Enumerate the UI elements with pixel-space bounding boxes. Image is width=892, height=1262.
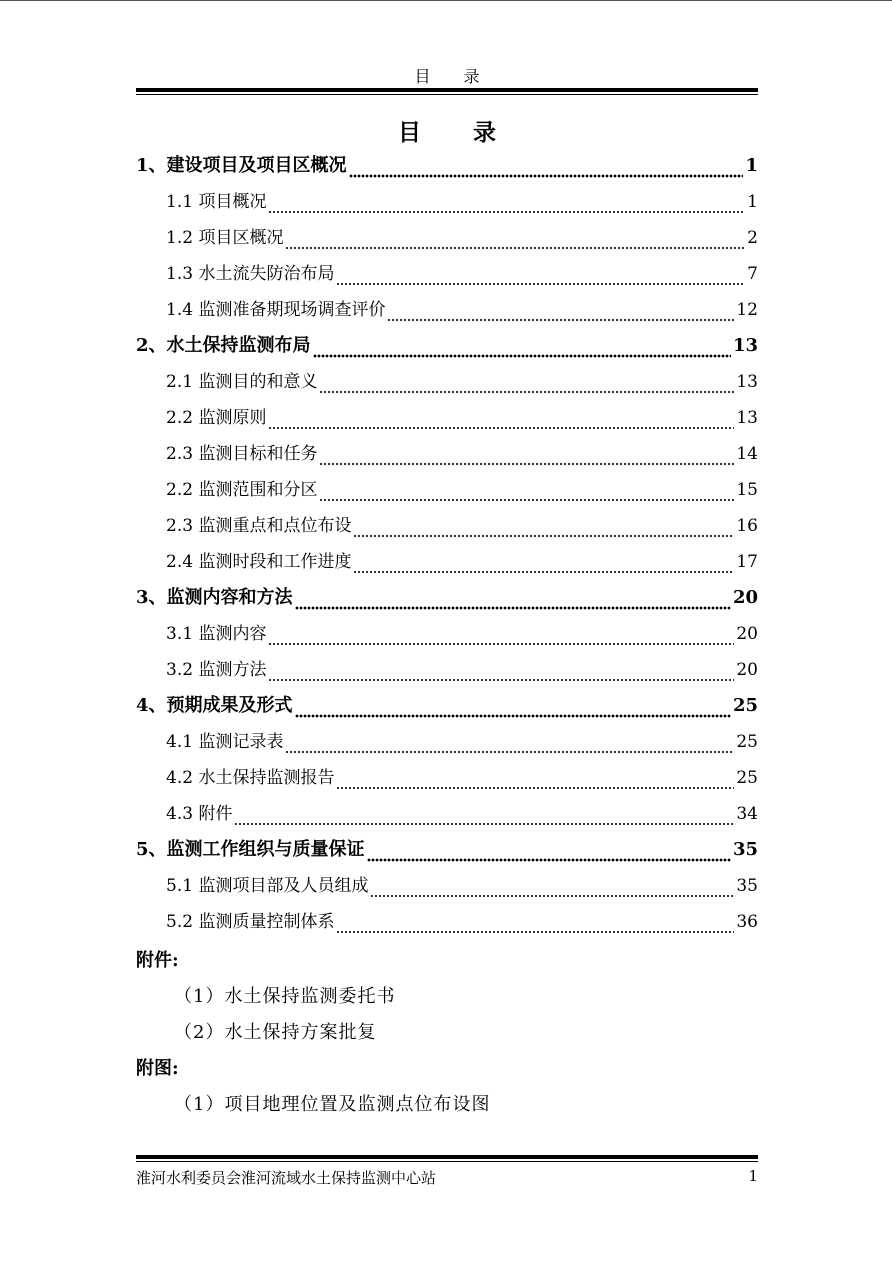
toc-entry-page: 25 <box>736 732 758 752</box>
toc-entry-chapter[interactable] <box>136 688 758 724</box>
toc-leader-dots <box>319 364 734 400</box>
toc-entry-section[interactable] <box>136 220 758 256</box>
toc-entry-title: 2.3 监测目标和任务 <box>166 444 318 464</box>
toc-entry-title: 4、预期成果及形式 <box>136 695 293 716</box>
toc-leader-dots <box>234 796 734 832</box>
toc-leader-dots <box>268 616 734 652</box>
toc-leader-dots <box>295 688 731 724</box>
toc-leader-dots <box>336 256 745 292</box>
toc-leader-dots <box>367 832 731 868</box>
toc-entry-title: 1.1 项目概况 <box>166 192 267 212</box>
toc-entry-section[interactable] <box>136 184 758 220</box>
toc-entry-title: 1、建设项目及项目区概况 <box>136 155 347 176</box>
toc-entry-page: 2 <box>747 228 758 248</box>
toc-leader-dots <box>370 868 734 904</box>
toc-title: 目 录 <box>397 119 518 146</box>
toc-entry-title: 4.1 监测记录表 <box>166 732 284 752</box>
toc-leader-dots <box>336 760 734 796</box>
toc-entry-section[interactable] <box>136 760 758 796</box>
toc-entry-page: 20 <box>736 624 758 644</box>
toc-leader-dots <box>353 508 734 544</box>
toc-entry-page: 12 <box>736 300 758 320</box>
toc-entry-page: 36 <box>736 912 758 932</box>
toc-leader-dots <box>285 220 745 256</box>
toc-entry-page: 1 <box>745 155 758 176</box>
toc-entry-title: 5.1 监测项目部及人员组成 <box>166 876 369 896</box>
toc-leader-dots <box>268 652 734 688</box>
toc-entry-chapter[interactable] <box>136 148 758 184</box>
toc-entry-section[interactable] <box>136 472 758 508</box>
toc-entry-page: 25 <box>732 695 758 716</box>
toc-list <box>136 148 758 940</box>
toc-entry-title: 4.2 水土保持监测报告 <box>166 768 335 788</box>
header-rule <box>136 88 758 95</box>
toc-entry-section[interactable] <box>136 292 758 328</box>
footer-rule <box>136 1155 758 1162</box>
toc-entry-chapter[interactable] <box>136 328 758 364</box>
toc-entry-section[interactable] <box>136 652 758 688</box>
attachments-heading: 附件: <box>136 950 179 971</box>
toc-entry-page: 13 <box>736 408 758 428</box>
toc-entry-title: 2.1 监测目的和意义 <box>166 372 318 392</box>
toc-entry-section[interactable] <box>136 508 758 544</box>
toc-entry-title: 1.4 监测准备期现场调查评价 <box>166 300 386 320</box>
toc-entry-title: 2.3 监测重点和点位布设 <box>166 516 352 536</box>
toc-entry-title: 2.2 监测原则 <box>166 408 267 428</box>
toc-entry-title: 2.2 监测范围和分区 <box>166 480 318 500</box>
toc-entry-page: 17 <box>736 552 758 572</box>
toc-entry-page: 35 <box>732 839 758 860</box>
toc-entry-section[interactable] <box>136 868 758 904</box>
toc-entry-title: 2.4 监测时段和工作进度 <box>166 552 352 572</box>
toc-leader-dots <box>319 472 734 508</box>
toc-entry-title: 5、监测工作组织与质量保证 <box>136 839 365 860</box>
toc-leader-dots <box>387 292 734 328</box>
figures-heading: 附图: <box>136 1058 179 1079</box>
toc-leader-dots <box>336 904 734 940</box>
toc-entry-section[interactable] <box>136 436 758 472</box>
toc-entry-title: 1.2 项目区概况 <box>166 228 284 248</box>
toc-entry-section[interactable] <box>136 796 758 832</box>
toc-leader-dots <box>319 436 734 472</box>
toc-entry-page: 34 <box>736 804 758 824</box>
running-header: 目 录 <box>414 67 494 86</box>
toc-entry-page: 20 <box>732 587 758 608</box>
attachment-item[interactable]: （1）水土保持监测委托书 <box>174 986 396 1007</box>
figure-item[interactable]: （1）项目地理位置及监测点位布设图 <box>174 1094 491 1115</box>
toc-entry-section[interactable] <box>136 544 758 580</box>
toc-entry-title: 1.3 水土流失防治布局 <box>166 264 335 284</box>
toc-entry-chapter[interactable] <box>136 580 758 616</box>
toc-entry-page: 14 <box>736 444 758 464</box>
toc-entry-title: 3.1 监测内容 <box>166 624 267 644</box>
footer-page-number: 1 <box>748 1167 758 1185</box>
toc-entry-page: 16 <box>736 516 758 536</box>
toc-leader-dots <box>268 400 734 436</box>
toc-entry-title: 3、监测内容和方法 <box>136 587 293 608</box>
toc-entry-title: 5.2 监测质量控制体系 <box>166 912 335 932</box>
toc-entry-title: 3.2 监测方法 <box>166 660 267 680</box>
toc-entry-chapter[interactable] <box>136 832 758 868</box>
toc-leader-dots <box>295 580 731 616</box>
toc-entry-section[interactable] <box>136 724 758 760</box>
toc-entry-title: 4.3 附件 <box>166 804 233 824</box>
toc-leader-dots <box>268 184 745 220</box>
toc-entry-page: 7 <box>747 264 758 284</box>
toc-entry-section[interactable] <box>136 364 758 400</box>
toc-leader-dots <box>285 724 734 760</box>
page-top-border <box>0 0 892 1</box>
footer-organization: 淮河水利委员会淮河流域水土保持监测中心站 <box>136 1169 437 1187</box>
toc-entry-page: 13 <box>736 372 758 392</box>
attachment-item[interactable]: （2）水土保持方案批复 <box>174 1022 377 1043</box>
toc-entry-page: 1 <box>747 192 758 212</box>
toc-entry-section[interactable] <box>136 616 758 652</box>
toc-entry-page: 13 <box>732 335 758 356</box>
toc-entry-page: 20 <box>736 660 758 680</box>
toc-leader-dots <box>349 148 744 184</box>
toc-entry-title: 2、水土保持监测布局 <box>136 335 311 356</box>
toc-entry-section[interactable] <box>136 256 758 292</box>
toc-entry-section[interactable] <box>136 400 758 436</box>
toc-leader-dots <box>353 544 734 580</box>
toc-leader-dots <box>313 328 731 364</box>
toc-entry-section[interactable] <box>136 904 758 940</box>
toc-entry-page: 25 <box>736 768 758 788</box>
toc-entry-page: 35 <box>736 876 758 896</box>
toc-entry-page: 15 <box>736 480 758 500</box>
